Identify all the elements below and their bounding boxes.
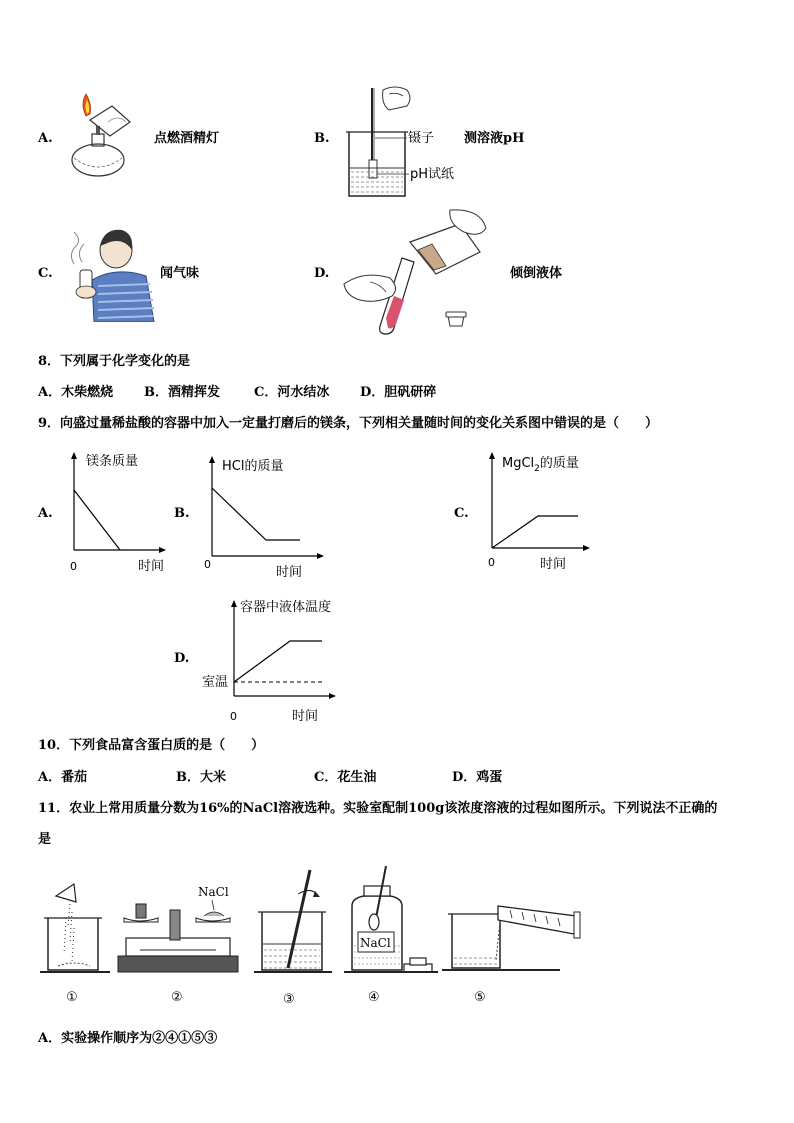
- graph-d-ylabel: 容器中液体温度: [240, 600, 332, 615]
- tweezers-label: 镊子: [408, 131, 435, 146]
- q9-graph-b: [200, 450, 330, 580]
- y-arrow: [209, 456, 215, 463]
- graph-b-ylabel: HCl的质量: [222, 459, 284, 474]
- y-arrow: [489, 452, 495, 459]
- svg-text:NaCl: NaCl: [360, 936, 391, 950]
- step-label-5: ⑤: [474, 990, 486, 1005]
- x-arrow: [317, 553, 324, 559]
- q8-option-b: B．酒精挥发: [144, 385, 220, 400]
- step-label-3: ③: [283, 992, 295, 1007]
- q9-stem: 9．向盛过量稀盐酸的容器中加入一定量打磨后的镁条，下列相关量随时间的变化关系图中错误的是（ ）: [38, 416, 659, 431]
- q11-stem-line2: 是: [38, 832, 52, 847]
- smelling-gas-image: [64, 224, 158, 322]
- svg-text:NaCl: NaCl: [198, 885, 229, 899]
- q9-graph-a: [62, 446, 172, 576]
- x-arrow: [583, 545, 590, 551]
- q9-graph-c: [480, 446, 600, 576]
- q11-option-a: A．实验操作顺序为②④①⑤③: [38, 1031, 218, 1046]
- q9-graph-c-letter: C.: [454, 506, 469, 521]
- graph-a-ylabel: 镁条质量: [86, 454, 139, 469]
- q7-option-d-text: 倾倒液体: [510, 266, 563, 281]
- q7-option-c-letter: C.: [38, 266, 53, 281]
- q9-graph-d: [196, 594, 356, 726]
- q8-option-d: D．胆矾研碎: [360, 385, 437, 400]
- step1-pour-solid: [40, 884, 110, 972]
- step2-balance: [118, 885, 238, 972]
- graph-c-line: [492, 516, 578, 548]
- x-arrow: [159, 547, 166, 553]
- q10-option-a: A．番茄: [38, 770, 88, 785]
- q7-option-a-letter: A.: [38, 131, 53, 146]
- pouring-liquid-image: [340, 208, 490, 338]
- graph-b-origin: 0: [204, 558, 211, 571]
- q9-graph-d-letter: D.: [174, 651, 190, 666]
- q7-option-a-text: 点燃酒精灯: [154, 131, 220, 146]
- ph-paper-label: pH试纸: [410, 167, 455, 182]
- graph-d-xlabel: 时间: [292, 709, 319, 724]
- y-arrow: [231, 600, 237, 607]
- step3-stir: [254, 870, 332, 972]
- graph-b-line: [212, 488, 300, 540]
- q8-option-c: C．河水结冰: [254, 385, 330, 400]
- step-label-2: ②: [171, 990, 183, 1005]
- step4-nacl-bottle: [344, 866, 438, 972]
- graph-a-line: [74, 490, 120, 550]
- q8-option-a: A．木柴燃烧: [38, 385, 114, 400]
- solution-preparation-steps-image: [40, 866, 600, 986]
- q10-option-d: D．鸡蛋: [452, 770, 503, 785]
- q9-graph-b-letter: B.: [174, 506, 190, 521]
- q7-option-d-letter: D.: [314, 266, 330, 281]
- graph-a-xlabel: 时间: [138, 559, 165, 574]
- graph-a-origin: 0: [70, 560, 77, 573]
- graph-c-ylabel: MgCl$_2$的质量: [502, 456, 579, 474]
- q10-stem: 10．下列食品富含蛋白质的是（ ）: [38, 738, 265, 753]
- graph-d-origin: 0: [230, 710, 237, 723]
- y-arrow: [71, 452, 77, 459]
- step-label-1: ①: [66, 990, 78, 1005]
- q7-option-b-letter: B.: [314, 131, 330, 146]
- step5-pour-water: [442, 906, 580, 970]
- q9-graph-a-letter: A.: [38, 506, 53, 521]
- graph-d-line: [234, 641, 322, 682]
- graph-d-room-label: 室温: [202, 675, 229, 690]
- q7-option-b-text: 测溶液pH: [464, 131, 525, 146]
- q11-stem-line1: 11．农业上常用质量分数为16%的NaCl溶液选种。实验室配制100g该浓度溶液的过程如图所示。下列说法不正确的: [38, 801, 718, 816]
- q10-option-b: B．大米: [176, 770, 226, 785]
- x-arrow: [329, 693, 336, 699]
- alcohol-lamp-lighting-image: [60, 92, 140, 184]
- q8-stem: 8．下列属于化学变化的是: [38, 354, 191, 369]
- step-label-4: ④: [368, 990, 380, 1005]
- q7-option-c-text: 闻气味: [160, 266, 200, 281]
- graph-b-xlabel: 时间: [276, 565, 303, 580]
- q10-option-c: C．花生油: [314, 770, 377, 785]
- ph-test-beaker-image: [345, 84, 415, 200]
- graph-c-xlabel: 时间: [540, 557, 567, 572]
- graph-c-origin: 0: [488, 556, 495, 569]
